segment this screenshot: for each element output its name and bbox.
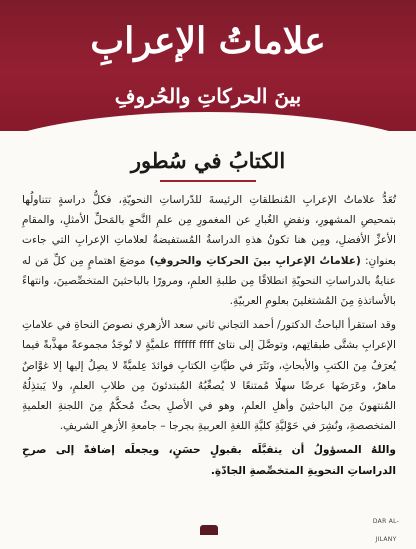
paragraph-closing: واللهُ المسؤولُ أن يتقبَّلَه بقبولٍ حسَنٍ، ويجعلَه إضافةً إلى صرحِ الدراساتِ النحويةِ المتخصِّصةِ الجادّةِ. — [22, 444, 396, 477]
spine-ornament — [200, 525, 218, 535]
publisher-logo — [364, 513, 408, 543]
paragraph-intro — [22, 190, 396, 311]
paragraph-intro-part-a: تُعَدُّ علاماتُ الإعرابِ المُنطلقاتِ الرئيسةَ للدّراساتِ النحويّةِ، فكلُّ دراسةٍ تتناولُها بتمحيصِ المشهورِ، ونفضِ الغُبارِ عن المغمورِ مِن علمِ النَّحوِ بالمَحلِّ الأمثلِ، والمقامِ الأعزِّ الأفضلِ، ومِن هنا تكونُ هذهِ الدراسةُ المُستفيضةُ لعلاماتِ الإعرابِ التي جاءت بعنوانِ: — [22, 194, 396, 267]
back-cover-blurb — [22, 190, 396, 485]
book-subtitle: بينَ الحركاتِ والحُروفِ — [114, 84, 302, 108]
section-title: الكتابُ في سُطور — [130, 148, 286, 173]
title-underline — [160, 180, 256, 182]
paragraph-author: وقد استقرأ الباحثُ الدكتور/ أحمد التجاني ثاني سعد الأزهري نصوصَ النحاةِ في علاماتِ الإعرابِ بشتَّى طبقاتِهم، وتوصَّلَ إلى نتائ ffffff ffff علميَّةٍ لا تُوجَدُ مجموعةً مهذَّبةً فيما يُعرَفُ مِنَ الكتبِ والأبحاثِ، ونَثَرَ في طيَّاتِ الكتابِ فوائدَ عِلميَّةً لا يصِلُ إليها إلا غوَّاصٌ ماهرٌ، وعَرَضَها عرضًا سهلًا مُمتنعًا لا يُصعِّبُهُ المُبتدئونَ مِن طلابِ العلمِ، ولا يَبتذِلُهُ المُنتهونَ مِنَ الباحثينَ وأهلِ العلمِ، وهو في الأصلِ بحثٌ مُحكَّمٌ مِنَ اللجنةِ العلميةِ المتخصصةِ، ونُشِرَ في حَوْليَّةِ كليَّةِ اللغةِ العربيةِ بجرجا – جامعةِ الأزهرِ الشريفِ. — [22, 319, 396, 433]
paragraph-intro-part-b: موضعَ اهتمامٍ مِن كلِّ مَن له عنايةٌ بالدراساتِ النحويّةِ انطلاقًا مِن طلبةِ العلمِ، ومرورًا بالباحثينَ المتخصِّصينَ، وانتهاءً بالأساتذةِ مِنَ المُشتغلينَ بعلومِ العربيّةِ. — [22, 254, 396, 308]
book-title: علاماتُ الإعرابِ — [90, 20, 326, 62]
book-title-inline: (علاماتُ الإعرابِ بينَ الحركاتِ والحروفِ) — [149, 254, 361, 267]
publisher-logo-text: DAR AL-JILANY — [372, 518, 400, 543]
